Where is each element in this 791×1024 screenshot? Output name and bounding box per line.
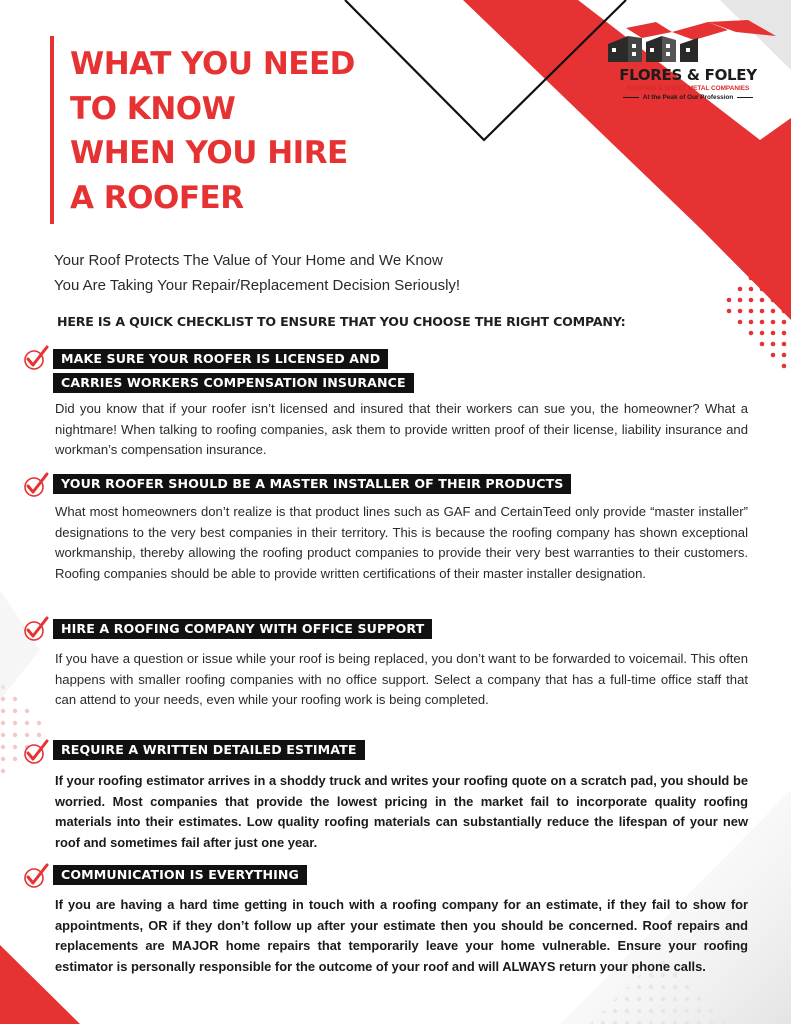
title-line: A ROOFER bbox=[70, 179, 244, 216]
checkmark-in-circle-icon bbox=[22, 472, 50, 498]
section-body: If your roofing estimator arrives in a shoddy truck and writes your roofing quote on a scratch pad, you should be worried. Most companies that provide the lowest pricing in the market fail to incorporate quality roofing materials into their estimates. Low quality roofing materials can substantially reduce the lifespan of your new roof and sometimes fail after just one year. bbox=[55, 773, 748, 850]
logo-tagline-text: At the Peak of Our Profession bbox=[642, 94, 734, 101]
roof-buildings-icon bbox=[598, 18, 778, 66]
intro-text bbox=[54, 248, 574, 298]
intro-line: Your Roof Protects The Value of Your Home and We Know bbox=[54, 252, 443, 269]
grey-fade-left bbox=[0, 590, 40, 700]
intro-line: You Are Taking Your Repair/Replacement Decision Seriously! bbox=[54, 277, 461, 294]
section-heading: CARRIES WORKERS COMPENSATION INSURANCE bbox=[53, 373, 414, 393]
logo-subtitle: ROOFING & SHEET METAL COMPANIES bbox=[626, 85, 750, 92]
checkmark-in-circle-icon bbox=[22, 616, 50, 642]
section-heading: HIRE A ROOFING COMPANY WITH OFFICE SUPPORT bbox=[53, 619, 432, 639]
section-heading: YOUR ROOFER SHOULD BE A MASTER INSTALLER OF THEIR PRODUCTS bbox=[53, 474, 571, 494]
checkmark-in-circle-icon bbox=[22, 345, 50, 371]
section-heading: REQUIRE A WRITTEN DETAILED ESTIMATE bbox=[53, 740, 365, 760]
title-line: WHEN YOU HIRE bbox=[70, 135, 348, 171]
checklist-heading: HERE IS A QUICK CHECKLIST TO ENSURE THAT YOU CHOOSE THE RIGHT COMPANY: bbox=[57, 314, 626, 329]
section-body: What most homeowners don’t realize is that product lines such as GAF and CertainTeed only provide “master installer” designations to the very best companies in their territory. This is because the roofing company has shown exceptional workmanship, thereby allowing the roofing product companies to provide their very best warranties to their customers. Roofing companies should be able to provide written certifications of their master installer designation. bbox=[55, 504, 748, 581]
dotted-triangle-left bbox=[0, 680, 52, 780]
logo-tagline bbox=[602, 94, 774, 101]
checkmark-in-circle-icon bbox=[22, 739, 50, 765]
section-body: If you are having a hard time getting in touch with a roofing company for an estimate, if they fail to show for appointments, OR if they don’t follow up after your estimate then you should be concerned. Roof repairs and replacements are MAJOR home repairs that temporarily leave your home vulnerable. Ensure your roofing estimator is personally responsible for the outcome of your roof and will ALWAYS return your phone calls. bbox=[55, 897, 748, 974]
section-heading: MAKE SURE YOUR ROOFER IS LICENSED AND bbox=[53, 349, 388, 369]
company-logo bbox=[598, 18, 778, 118]
title-line: TO KNOW bbox=[70, 90, 236, 127]
section-heading: COMMUNICATION IS EVERYTHING bbox=[53, 865, 307, 885]
logo-name: FLORES & FOLEY bbox=[619, 66, 757, 84]
title-line: WHAT YOU NEED bbox=[70, 46, 355, 82]
title-accent-bar bbox=[50, 36, 54, 224]
section-body: If you have a question or issue while your roof is being replaced, you don’t want to be forwarded to voicemail. This often happens with smaller roofing companies with no office support. Select a company that has a full-time office staff that can attend to your needs, even while your roofing work is being completed. bbox=[55, 651, 748, 708]
page-title bbox=[70, 42, 400, 220]
checkmark-in-circle-icon bbox=[22, 863, 50, 889]
section-body: Did you know that if your roofer isn’t licensed and insured that their workers can sue you, the homeowner? What a nightmare! When talking to roofing companies, ask them to provide written proof of their license, liability insurance and workman’s compensation insurance. bbox=[55, 401, 748, 458]
